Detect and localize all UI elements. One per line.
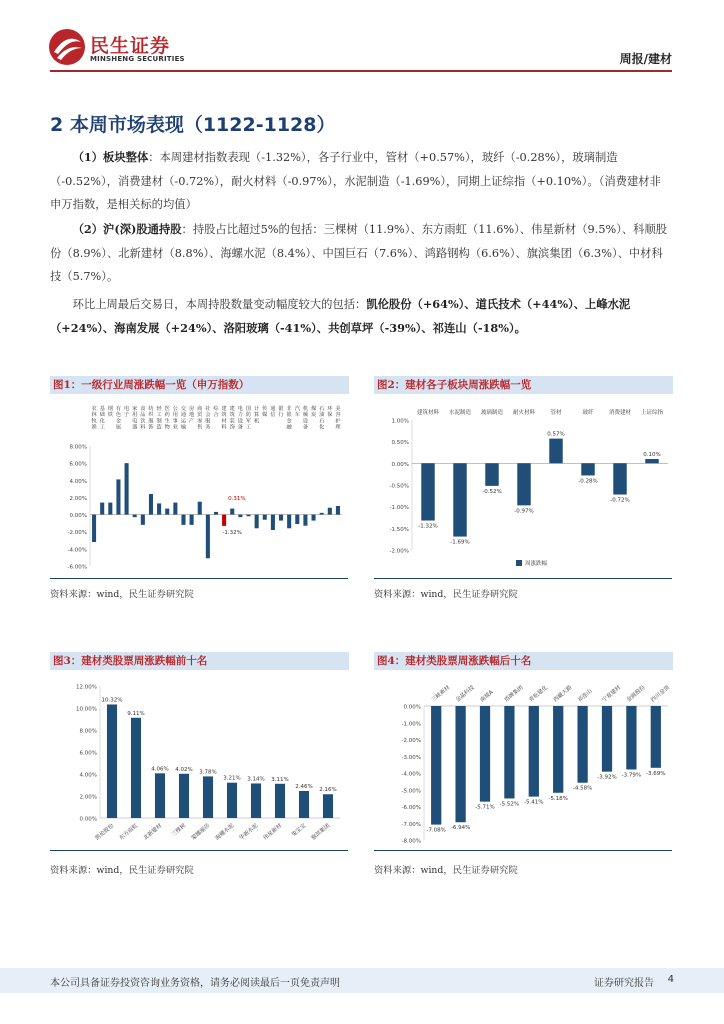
category-label: 媒 [262, 412, 268, 419]
y-tick-label: 0.00% [69, 513, 87, 520]
category-label: 药 [164, 412, 170, 419]
bar-耐火材料 [517, 463, 530, 505]
category-label: 食 [140, 406, 146, 412]
category-label: 会 [205, 412, 211, 419]
bar-电子 [125, 463, 129, 514]
category-label: 备 [302, 424, 309, 431]
bar-旗滨集团 [323, 794, 333, 818]
bar-凯伦股份 [107, 704, 117, 818]
category-label: 伟星新材 [262, 822, 284, 842]
category-label: 石 [319, 418, 325, 425]
y-tick-label: -1.50% [389, 526, 409, 533]
bar-南玻A [480, 706, 490, 802]
category-label: 农 [91, 406, 97, 412]
data-label: -5.71% [475, 804, 495, 811]
category-label: 基 [99, 406, 105, 412]
bar-青松建化 [529, 706, 539, 797]
category-label: 建 [221, 406, 227, 412]
data-label: 10.32% [101, 697, 123, 704]
header-divider [50, 70, 672, 72]
y-tick-label: 4.00% [79, 772, 97, 779]
bar-消费建材 [613, 463, 626, 494]
category-label: 计 [254, 406, 260, 412]
category-label: 容 [335, 412, 341, 419]
category-label: 地 [189, 412, 195, 419]
category-label: 业 [172, 424, 178, 431]
bar-电力设备 [238, 515, 242, 518]
bar-水泥制造 [453, 463, 466, 536]
bar-东方雨虹 [131, 718, 141, 818]
category-label: 家 [132, 406, 138, 412]
category-label: 耐火材料 [512, 410, 536, 416]
data-label: -5.41% [524, 799, 544, 806]
bar-房地产 [190, 515, 194, 525]
category-label: 饰 [148, 424, 154, 431]
category-label: 护 [335, 418, 341, 425]
data-label: 4.06% [151, 766, 169, 773]
data-label: 3.21% [223, 775, 241, 782]
data-label: -0.28% [578, 478, 598, 485]
figure-3-title: 图3：建材类股票周涨跌幅前十名 [50, 652, 349, 670]
y-tick-label: 12.00% [76, 684, 97, 691]
category-label: 防 [245, 412, 252, 419]
y-tick-label: 4.00% [69, 478, 87, 485]
y-tick-label: -5.00% [401, 788, 421, 795]
category-label: 设 [302, 418, 309, 425]
data-label: -1.32% [418, 523, 438, 530]
company-logo [48, 28, 198, 70]
bar-社会服务 [206, 515, 210, 559]
category-label: 子 [123, 412, 130, 419]
bar-上证综指 [645, 459, 658, 463]
y-tick-label: 6.00% [69, 461, 87, 468]
category-label: 南玻A [479, 689, 495, 704]
bar-祁连山 [577, 706, 587, 783]
category-label: 玻璃制造 [480, 410, 504, 416]
category-label: 非 [286, 406, 292, 412]
category-label: 料 [221, 424, 227, 431]
category-label: 西藏天路 [552, 684, 574, 704]
category-label: 金 [115, 418, 122, 425]
bar-公用事业 [173, 503, 177, 515]
data-label: -1.69% [450, 539, 470, 546]
category-label: 金 [286, 418, 292, 425]
data-label: 3.11% [271, 776, 289, 783]
bar-通信 [271, 515, 275, 530]
data-label: -5.52% [499, 801, 520, 808]
category-label: 银 [278, 406, 284, 412]
logo-name-en: MINSHENG SECURITIES [90, 55, 185, 63]
category-label: 行 [278, 412, 284, 419]
figure-2-title: 图2：建材各子板块周涨跌幅一览 [374, 376, 673, 394]
figure-4-source: 资料来源：wind，民生证券研究院 [374, 865, 518, 876]
y-tick-label: 10.00% [76, 706, 97, 713]
paragraph-connect-holdings [50, 218, 672, 289]
bar-煤炭 [312, 515, 316, 521]
data-label: -3.92% [597, 774, 617, 781]
category-label: 兔宝宝 [290, 822, 308, 839]
category-label: 传 [262, 406, 268, 412]
category-label: 电 [132, 418, 138, 425]
bar-机械设备 [303, 515, 307, 526]
category-label: 属 [115, 424, 122, 431]
category-label: 社 [205, 406, 211, 412]
logo-icon [48, 28, 86, 66]
bar-商贸零售 [198, 502, 202, 515]
category-label: 材 [221, 418, 227, 425]
bar-玻璃制造 [485, 463, 498, 486]
bar-塔牌集团 [504, 706, 514, 798]
legend-label: 周涨跌幅 [525, 561, 548, 567]
bar-建筑装饰 [230, 509, 234, 515]
category-label: 纺 [148, 406, 154, 412]
category-label: 通 [270, 406, 276, 412]
highlight-label: -1.32% [222, 529, 242, 536]
bar-北新建材 [155, 773, 165, 818]
category-label: 备 [237, 424, 243, 431]
data-label: -4.58% [572, 785, 593, 792]
legend-swatch [516, 560, 522, 566]
y-tick-label: -3.00% [401, 754, 421, 761]
category-label: 车 [294, 412, 300, 419]
category-label: 保 [327, 412, 333, 419]
data-label: -0.52% [482, 488, 502, 495]
y-tick-label: 2.00% [69, 495, 87, 502]
category-label: 炭 [310, 412, 317, 419]
category-label: 消费建材 [608, 410, 632, 416]
category-label: 化 [99, 418, 105, 425]
category-label: 合 [213, 412, 219, 419]
paragraph-sector-overview [50, 146, 672, 217]
category-label: 铁 [107, 412, 113, 419]
figure-2-chart [374, 396, 674, 578]
category-label: 融 [286, 424, 292, 431]
data-label: -0.97% [514, 508, 534, 515]
category-label: 海螺水泥 [214, 822, 236, 842]
bar-华新水泥 [251, 783, 261, 818]
logo-name-cn: 民生证券 [90, 35, 171, 57]
category-label: 品 [140, 412, 146, 419]
footer-disclaimer: 本公司具备证券投资咨询业务资格，请务必阅读最后一页免责声明 [50, 978, 340, 989]
category-label: 综 [213, 406, 219, 412]
figure-3-chart [50, 672, 350, 848]
paragraph-text: 环比上周最后交易日，本周持股数量变动幅度较大的包括： [72, 298, 367, 311]
category-label: 务 [205, 424, 211, 431]
category-label: 宁夏建材 [601, 684, 623, 704]
y-tick-label: 1.00% [391, 418, 409, 425]
bar-传媒 [263, 515, 267, 520]
bar-有色金属 [116, 479, 120, 514]
bar-建筑材料 [421, 463, 434, 520]
category-label: 用 [132, 412, 138, 419]
bar-金圆股份 [626, 706, 636, 769]
section-tag: 周报/建材 [619, 52, 672, 66]
category-label: 建筑材料 [416, 410, 440, 416]
category-label: 银 [286, 412, 292, 419]
y-tick-label: -2.00% [67, 530, 87, 537]
bar-汽车 [295, 515, 299, 524]
category-label: 服 [205, 418, 211, 425]
bar-管材 [549, 439, 562, 464]
category-label: 有 [115, 406, 122, 412]
data-label: -3.69% [646, 770, 666, 777]
category-label: 电 [237, 406, 243, 412]
category-label: 制 [156, 418, 162, 425]
bar-纺织服饰 [149, 494, 153, 515]
section-title: 2 本周市场表现（1122-1128） [50, 114, 336, 136]
y-tick-label: -6.00% [401, 805, 421, 811]
y-tick-label: 6.00% [79, 750, 97, 757]
footer-report-type: 证券研究报告 [594, 978, 654, 989]
data-label: 2.16% [319, 787, 337, 794]
category-label: 售 [197, 424, 203, 431]
data-label: -7.08% [426, 827, 446, 834]
bar-综合 [214, 512, 218, 515]
category-label: 织 [148, 412, 154, 419]
data-label: 3.14% [247, 776, 265, 783]
category-label: 贸 [197, 412, 203, 419]
bar-基础化工 [100, 503, 104, 515]
category-label: 金圆股份 [625, 684, 647, 704]
bar-钢铁 [108, 503, 112, 515]
bar-蒙娜丽莎 [203, 776, 213, 818]
bar-三峡新材 [431, 706, 441, 825]
y-tick-label: 0.00% [403, 704, 421, 711]
paragraph-label: （1）板块整体 [72, 150, 149, 164]
figure-2-source: 资料来源：wind，民生证券研究院 [374, 589, 518, 600]
category-label: 算 [254, 412, 260, 419]
y-tick-label: -4.00% [401, 771, 421, 778]
category-label: 建 [229, 406, 235, 412]
bar-轻工制造 [157, 503, 161, 514]
data-label: 2.46% [295, 783, 313, 790]
category-label: 械 [302, 412, 309, 419]
category-label: 设 [237, 418, 243, 425]
category-label: 油 [319, 412, 325, 419]
figure-3-divider [50, 850, 348, 851]
y-tick-label: -2.00% [401, 738, 421, 744]
figure-1-source: 资料来源：wind，民生证券研究院 [50, 589, 194, 600]
category-label: 生 [164, 418, 170, 425]
category-label: 机 [254, 418, 260, 425]
category-label: 林 [91, 412, 97, 419]
category-label: 祁连山 [577, 688, 594, 704]
y-tick-label: -1.00% [401, 721, 421, 728]
category-label: 玻纤 [582, 410, 594, 416]
paragraph-text: ：持股占比超过5%的包括：三棵树（11.9%）、东方雨虹（11.6%）、伟星新材（9.5%）、科顺股份（8.9%）、北新建材（8.8%）、海螺水泥（8.4%）、中国巨石（7.6%）、鸿路钢构（6.6%）、旗滨集团（6.3%）、中材科技（5.7%）。 [50, 223, 668, 283]
category-label: 筑 [221, 412, 227, 419]
bar-农林牧渔 [92, 515, 96, 542]
category-label: 牧 [91, 418, 97, 425]
bar-玻纤 [581, 463, 594, 475]
figure-3-source: 资料来源：wind，民生证券研究院 [50, 865, 194, 876]
data-label: -5.18% [548, 795, 568, 802]
category-label: 水泥制造 [448, 410, 472, 416]
category-label: 力 [237, 412, 243, 419]
category-label: 金晶科技 [455, 684, 476, 704]
bar-计算机 [255, 515, 259, 529]
category-label: 造 [156, 424, 162, 431]
bar-四川金顶 [651, 706, 661, 768]
category-label: 国 [245, 406, 252, 412]
category-label: 上证综指 [640, 410, 664, 416]
figure-4-chart [374, 672, 674, 848]
category-label: 塔牌集团 [503, 684, 525, 704]
category-label: 料 [140, 424, 146, 431]
data-label: 9.11% [127, 710, 145, 717]
category-label: 房 [189, 406, 195, 412]
category-label: 公 [172, 406, 178, 412]
y-tick-label: -7.00% [401, 821, 421, 828]
category-label: 美 [335, 406, 341, 412]
category-label: 三峡新材 [430, 684, 452, 704]
category-label: 器 [132, 424, 138, 431]
data-label: 4.02% [175, 766, 193, 773]
category-label: 石 [319, 406, 325, 412]
y-tick-label: 8.00% [69, 444, 87, 451]
figure-4-title: 图4：建材类股票周涨跌幅后十名 [374, 652, 673, 670]
y-tick-label: 2.00% [79, 794, 97, 801]
bar-建筑材料 [222, 515, 226, 526]
paragraph-bold-list: 凯伦股份（+64%）、道氏技术（+44%）、上峰水泥（+24%）、海南发展（+24%）、洛阳玻璃（-41%）、共创草坪（-39%）、祁连山（-18%）。 [50, 297, 631, 335]
data-label: -6.94% [450, 825, 471, 832]
y-tick-label: -2.00% [389, 548, 409, 555]
category-label: 产 [189, 418, 195, 425]
y-tick-label: 8.00% [79, 728, 97, 735]
figure-1-title: 图1：一级行业周涨跌幅一览（申万指数） [50, 376, 349, 394]
figure-4-divider [374, 850, 672, 851]
extra-label: 0.31% [228, 495, 246, 502]
category-label: 筑 [229, 412, 235, 419]
category-label: 通 [180, 412, 187, 419]
category-label: 管材 [550, 410, 562, 416]
figure-1-divider [50, 578, 348, 579]
category-label: 事 [172, 418, 178, 425]
category-label: 服 [148, 418, 154, 425]
bar-银行 [279, 515, 283, 521]
category-label: 军 [245, 418, 252, 425]
category-label: 交 [180, 406, 187, 412]
figure-1-chart [50, 396, 350, 578]
category-label: 渔 [91, 424, 97, 431]
category-label: 煤 [310, 406, 317, 412]
category-label: 装 [229, 418, 235, 425]
category-label: 电 [123, 406, 130, 412]
bar-兔宝宝 [299, 791, 309, 818]
category-label: 医 [164, 406, 170, 412]
data-label: -3.79% [621, 772, 642, 779]
y-tick-label: -8.00% [401, 838, 421, 845]
category-label: 化 [319, 424, 325, 431]
figure-2-divider [374, 578, 672, 579]
bar-交通运输 [181, 515, 185, 525]
data-label: -0.72% [610, 497, 630, 504]
category-label: 轻 [156, 406, 162, 412]
bar-金晶科技 [455, 706, 465, 822]
bar-美容护理 [336, 506, 340, 515]
category-label: 础 [99, 412, 105, 419]
category-label: 物 [164, 424, 170, 431]
category-label: 环 [327, 406, 333, 412]
category-label: 零 [197, 418, 203, 425]
y-tick-label: -4.00% [67, 547, 87, 554]
category-label: 三棵树 [170, 822, 188, 839]
y-tick-label: 0.00% [79, 816, 97, 823]
category-label: 钢 [107, 406, 113, 412]
category-label: 华新水泥 [238, 822, 260, 842]
bar-宁夏建材 [602, 706, 612, 772]
category-label: 工 [99, 424, 105, 431]
category-label: 饮 [140, 418, 146, 425]
bar-食品饮料 [141, 515, 145, 525]
category-label: 北新建材 [142, 822, 164, 842]
data-label: 0.10% [643, 452, 661, 458]
bar-西藏天路 [553, 706, 563, 793]
data-label: 0.57% [547, 431, 565, 438]
category-label: 信 [270, 412, 276, 419]
category-label: 输 [180, 424, 187, 431]
bar-三棵树 [179, 774, 189, 818]
bar-家用电器 [133, 515, 137, 518]
category-label: 机 [302, 406, 309, 412]
category-label: 色 [115, 412, 122, 419]
y-tick-label: 0.50% [391, 440, 409, 447]
category-label: 青松建化 [528, 684, 549, 704]
y-tick-label: -0.50% [389, 483, 409, 490]
category-label: 旗滨集团 [310, 822, 332, 842]
category-label: 工 [156, 412, 162, 419]
category-label: 运 [180, 418, 187, 425]
bar-非银金融 [287, 515, 291, 529]
category-label: 凯伦股份 [94, 822, 116, 842]
category-label: 蒙娜丽莎 [190, 822, 212, 842]
paragraph-text: ：本周建材指数表现（-1.32%），各子行业中，管材（+0.57%），玻纤（-0.28%），玻璃制造（-0.52%），消费建材（-0.72%），耐火材料（-0.97%），水泥制造（-1.69%），同期上证综指（+0.10%）。（消费建材非申万指数，是相关标的均值） [50, 151, 661, 211]
bar-环保 [328, 508, 332, 515]
y-tick-label: -1.00% [389, 505, 409, 512]
paragraph-label: （2）沪(深)股通持股 [72, 222, 182, 236]
category-label: 汽 [294, 406, 300, 412]
category-label: 用 [172, 412, 178, 419]
bar-医药生物 [165, 509, 169, 515]
category-label: 理 [335, 424, 341, 431]
y-tick-label: -6.00% [67, 564, 87, 571]
category-label: 四川金顶 [650, 684, 671, 704]
bar-伟星新材 [275, 784, 285, 818]
category-label: 工 [245, 424, 252, 431]
footer-page-number: 4 [667, 974, 674, 985]
bar-海螺水泥 [227, 783, 237, 818]
category-label: 商 [197, 406, 203, 412]
bar-石油石化 [320, 513, 324, 515]
category-label: 饰 [229, 424, 235, 431]
data-label: 3.78% [199, 769, 217, 776]
y-tick-label: 0.00% [391, 461, 409, 468]
category-label: 东方雨虹 [118, 822, 140, 842]
paragraph-holding-changes [50, 293, 672, 340]
bar-国防军工 [246, 515, 250, 517]
